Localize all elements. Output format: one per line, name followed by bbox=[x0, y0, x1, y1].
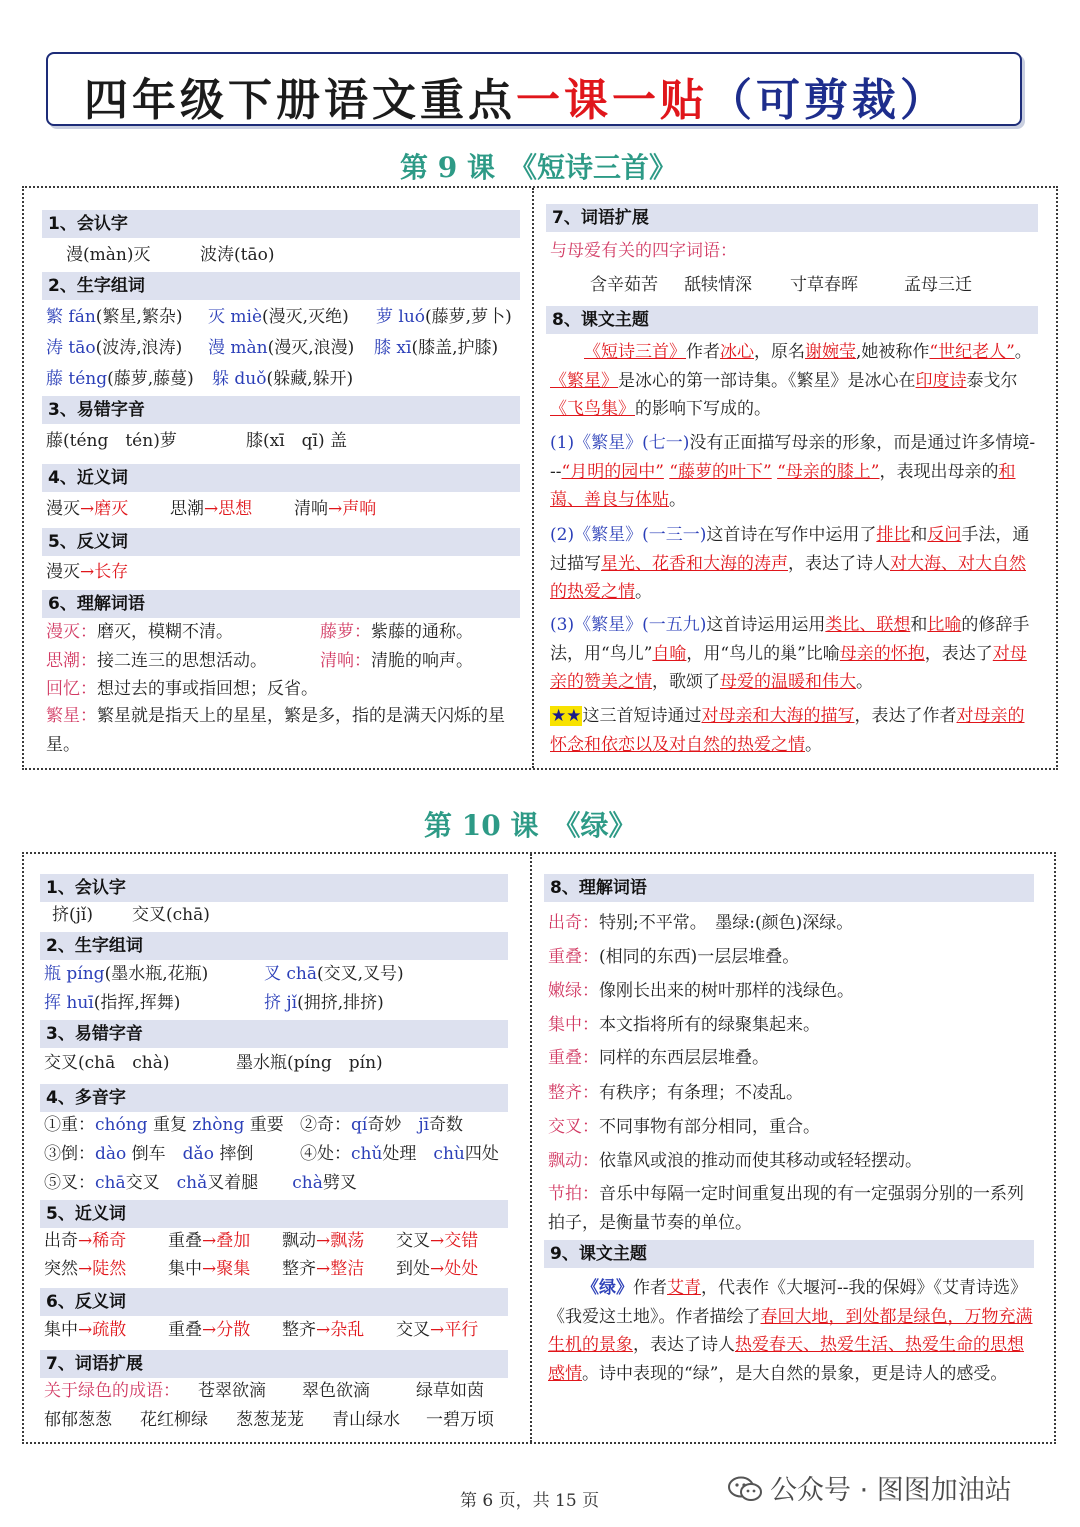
l9-s2-row3b: 躲 duǒ(躲藏,躲开) bbox=[212, 369, 354, 389]
l10-s7-header: 7、词语扩展 bbox=[40, 1350, 508, 1378]
l10-s8-item8: 飘动：依靠风或浪的推动而使其移动或轻轻摆动。 bbox=[548, 1151, 922, 1171]
l10-s2-header: 2、生字组词 bbox=[40, 932, 508, 960]
lesson9-heading: 第 9 课 《短诗三首》 bbox=[400, 151, 677, 184]
l9-para1: (1)《繁星》(七一)没有正面描写母亲的形象，而是通过许多情境---“月明的园中” “藤萝的叶下” “母亲的膝上”，表现出母亲的和蔼、善良与体贴。 bbox=[550, 433, 1036, 510]
l10-s4-header: 4、多音字 bbox=[40, 1084, 508, 1112]
l10-s5-r2b: 集中→聚集 bbox=[168, 1259, 251, 1279]
l10-s8-item4: 集中：本文指将所有的绿聚集起来。 bbox=[548, 1015, 820, 1035]
l9-s7-word2: 舐犊情深 bbox=[684, 275, 752, 295]
watermark: 公众号 · 图图加油站 bbox=[728, 1468, 1012, 1507]
l10-s6-item1: 集中→疏散 bbox=[44, 1320, 127, 1340]
l10-s7-word2: 翠色欲滴 bbox=[302, 1381, 370, 1401]
page-number: 第 6 页，共 15 页 bbox=[460, 1491, 600, 1511]
l9-s2-row2b: 漫 màn(漫灭,浪漫) bbox=[208, 338, 355, 358]
l9-s2-row3: 藤 téng(藤萝,藤蔓) bbox=[46, 369, 194, 389]
l10-s1-item2: 交叉(chā) bbox=[132, 905, 210, 925]
l9-s3-header: 3、易错字音 bbox=[42, 396, 520, 424]
l10-s2-row1b: 叉 chā(交叉,叉号) bbox=[264, 964, 404, 984]
l9-s5-header: 5、反义词 bbox=[42, 528, 520, 556]
lesson10-panel bbox=[22, 852, 1056, 1444]
l10-s3-item1: 交叉(chā chà) bbox=[44, 1053, 170, 1073]
l9-para3: (3)《繁星》(一五九)这首诗运用运用类比、联想和比喻的修辞手法，用“鸟儿”自喻，用“鸟儿的巢”比喻母亲的怀抱，表达了对母亲的赞美之情，歌颂了母爱的温暖和伟大。 bbox=[550, 615, 1030, 692]
l10-s5-r1a: 出奇→稀奇 bbox=[44, 1231, 127, 1251]
l10-s8-item5: 重叠：同样的东西层层堆叠。 bbox=[548, 1048, 769, 1068]
l9-s2-row1: 繁 fán(繁星,繁杂) bbox=[46, 307, 183, 327]
l9-s3-item2: 膝(xī qī) 盖 bbox=[246, 431, 348, 451]
l9-s7-word1: 含辛茹苦 bbox=[590, 275, 658, 295]
l10-s8-item7: 交叉：不同事物有部分相同，重合。 bbox=[548, 1117, 820, 1137]
l9-s2-header: 2、生字组词 bbox=[42, 272, 520, 300]
l10-s3-header: 3、易错字音 bbox=[40, 1020, 508, 1048]
l10-s4-r2a: ③倒：dào 倒车 dǎo 摔倒 bbox=[44, 1144, 254, 1164]
l9-s4-item1: 漫灭→磨灭 bbox=[46, 499, 129, 519]
lesson9-panel bbox=[22, 186, 1058, 770]
page-title: 四年级下册语文重点一课一贴（可剪裁） bbox=[84, 75, 948, 126]
l10-s7-word6: 葱葱茏茏 bbox=[236, 1410, 304, 1430]
l9-s2-row2c: 膝 xī(膝盖,护膝) bbox=[374, 338, 499, 358]
l10-s4-r1b: ②奇：qí奇妙 jī奇数 bbox=[300, 1115, 464, 1135]
l9-s7-intro: 与母爱有关的四字词语： bbox=[550, 241, 737, 261]
l10-s8-item3: 嫩绿：像刚长出来的树叶那样的浅绿色。 bbox=[548, 981, 854, 1001]
l10-s7-word4: 郁郁葱葱 bbox=[44, 1410, 112, 1430]
l10-s7-intro: 关于绿色的成语： bbox=[44, 1381, 180, 1401]
l10-s5-r2a: 突然→陡然 bbox=[44, 1259, 127, 1279]
l9-s3-item1: 藤(téng tén)萝 bbox=[46, 431, 177, 451]
star-icon: ★★ bbox=[551, 706, 582, 726]
l10-s6-item3: 整齐→杂乱 bbox=[282, 1320, 365, 1340]
l10-s2-row2a: 挥 huī(指挥,挥舞) bbox=[44, 993, 181, 1013]
l10-s1-header: 1、会认字 bbox=[40, 874, 508, 902]
l9-s2-row2: 涛 tāo(波涛,浪涛) bbox=[46, 338, 183, 358]
l9-s2-row1c: 萝 luó(藤萝,萝卜) bbox=[376, 307, 512, 327]
l9-theme: 《短诗三首》作者冰心，原名谢婉莹,她被称作“世纪老人”。《繁星》是冰心的第一部诗集。《繁星》是冰心在印度诗泰戈尔《飞鸟集》的影响下写成的。 bbox=[550, 342, 1032, 419]
l10-s4-r3: ⑤叉：chā交叉 chǎ叉着腿 chà劈叉 bbox=[44, 1173, 357, 1193]
l10-s4-r2b: ④处：chǔ处理 chù四处 bbox=[300, 1144, 499, 1164]
l9-s6-item1: 漫灭：磨灭，模糊不清。 bbox=[46, 622, 233, 642]
l10-theme: 《绿》作者艾青，代表作《大堰河--我的保姆》《艾青诗选》《我爱这土地》。作者描绘了春回大地，到处都是绿色，万物充满生机的景象，表达了诗人热爱春天、热爱生活、热爱生命的思想感情。诗中表现的“绿”，是大自然的景象，更是诗人的感受。 bbox=[548, 1278, 1033, 1384]
l10-s2-row2b: 挤 jǐ(拥挤,排挤) bbox=[264, 993, 384, 1013]
l9-s6-item2: 藤萝：紫藤的通称。 bbox=[320, 622, 473, 642]
l10-s5-r2c: 整齐→整洁 bbox=[282, 1259, 365, 1279]
wechat-icon bbox=[728, 1476, 762, 1502]
l10-s5-header: 5、近义词 bbox=[40, 1200, 508, 1228]
l10-s7-word7: 青山绿水 bbox=[332, 1410, 400, 1430]
l9-s1-header: 1、会认字 bbox=[42, 210, 520, 238]
l9-s6-item5: 回忆：想过去的事或指回想；反省。 bbox=[46, 679, 318, 699]
l9-s7-header: 7、词语扩展 bbox=[546, 204, 1038, 232]
l10-s6-item2: 重叠→分散 bbox=[168, 1320, 251, 1340]
l10-s6-header: 6、反义词 bbox=[40, 1288, 508, 1316]
l10-s5-r1c: 飘动→飘荡 bbox=[282, 1231, 365, 1251]
l10-s7-word8: 一碧万顷 bbox=[426, 1410, 494, 1430]
l10-s8-item2: 重叠：(相同的东西)一层层堆叠。 bbox=[548, 947, 800, 967]
l10-s8-item6: 整齐：有秩序；有条理；不凌乱。 bbox=[548, 1083, 803, 1103]
l10-s8-header: 8、理解词语 bbox=[544, 874, 1034, 902]
l9-s6-item6: 繁星：繁星就是指天上的星星，繁是多，指的是满天闪烁的星星。 bbox=[46, 706, 505, 755]
l10-s5-r1b: 重叠→叠加 bbox=[168, 1231, 251, 1251]
l9-s7-word4: 孟母三迁 bbox=[904, 275, 972, 295]
l10-s7-word3: 绿草如茵 bbox=[416, 1381, 484, 1401]
l9-s4-item3: 清响→声响 bbox=[294, 499, 377, 519]
l10-s4-r1a: ①重：chóng 重复 zhòng 重要 bbox=[44, 1115, 284, 1135]
l9-s8-header: 8、课文主题 bbox=[546, 306, 1038, 334]
l9-s2-row1b: 灭 miè(漫灭,灭绝) bbox=[208, 307, 349, 327]
l10-s2-row1a: 瓶 píng(墨水瓶,花瓶) bbox=[44, 964, 209, 984]
l9-s6-item3: 思潮：接二连三的思想活动。 bbox=[46, 651, 267, 671]
l9-s1-item1: 漫(màn)灭 bbox=[66, 245, 151, 265]
l9-s4-header: 4、近义词 bbox=[42, 464, 520, 492]
l10-s8-item1: 出奇：特别;不平常。 墨绿:(颜色)深绿。 bbox=[548, 913, 854, 933]
lesson10-heading: 第 10 课 《绿》 bbox=[424, 809, 637, 842]
l9-para2: (2)《繁星》(一三一)这首诗在写作中运用了排比和反问手法，通过描写星光、花香和大海的涛声，表达了诗人对大海、对大自然的热爱之情。 bbox=[550, 525, 1030, 602]
l10-s5-r2d: 到处→处处 bbox=[396, 1259, 479, 1279]
lesson10-divider bbox=[530, 854, 532, 1442]
l10-s6-item4: 交叉→平行 bbox=[396, 1320, 479, 1340]
l10-s9-header: 9、课文主题 bbox=[544, 1240, 1034, 1268]
l10-s1-item1: 挤(jǐ) bbox=[52, 905, 93, 925]
title-banner bbox=[46, 52, 1022, 126]
l9-s6-header: 6、理解词语 bbox=[42, 590, 520, 618]
l10-s3-item2: 墨水瓶(píng pín) bbox=[236, 1053, 383, 1073]
l10-s5-r1d: 交叉→交错 bbox=[396, 1231, 479, 1251]
l9-s1-item2: 波涛(tāo) bbox=[200, 245, 275, 265]
l9-s4-item2: 思潮→思想 bbox=[170, 499, 253, 519]
l9-s5-item1: 漫灭→长存 bbox=[46, 562, 129, 582]
lesson9-divider bbox=[532, 188, 534, 768]
l9-s7-word3: 寸草春晖 bbox=[790, 275, 858, 295]
l10-s7-word5: 花红柳绿 bbox=[140, 1410, 208, 1430]
l10-s7-word1: 苍翠欲滴 bbox=[198, 1381, 266, 1401]
l9-s6-item4: 清响：清脆的响声。 bbox=[320, 651, 473, 671]
l9-para4: ★★这三首短诗通过对母亲和大海的描写，表达了作者对母亲的怀念和依恋以及对自然的热爱之情。 bbox=[550, 706, 1025, 755]
l10-s8-item9: 节拍：音乐中每隔一定时间重复出现的有一定强弱分别的一系列拍子，是衡量节奏的单位。 bbox=[548, 1184, 1024, 1233]
